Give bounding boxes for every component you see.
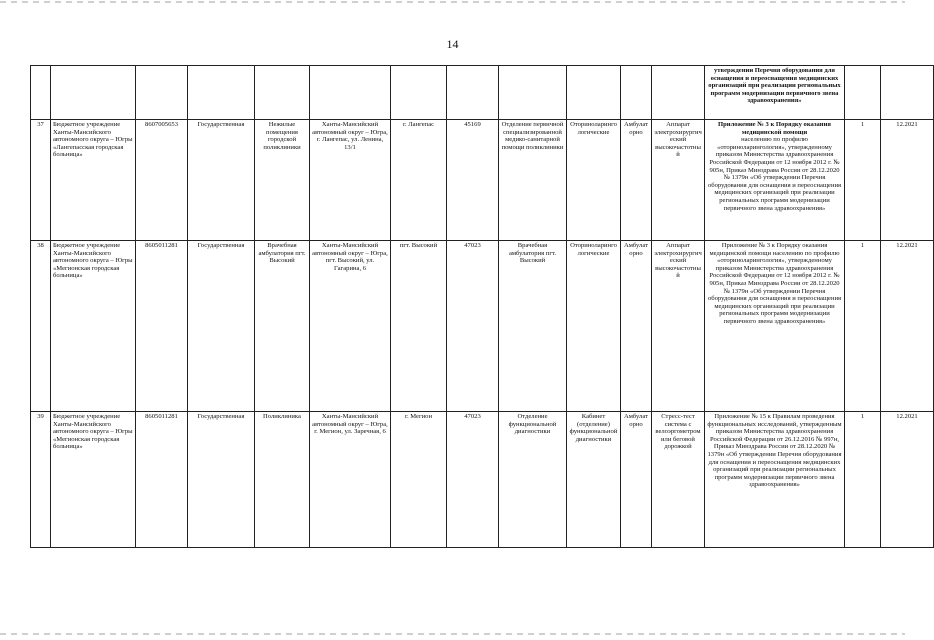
cell-empty xyxy=(881,66,934,120)
cell-room: Оториноларингологические xyxy=(567,120,621,241)
cell-facility: Нежилые помещения городской поликлиники xyxy=(255,120,310,241)
cell-ownership: Государственная xyxy=(188,412,255,548)
cell-organization: Бюджетное учреждение Ханты-Мансийского автономного округа – Югры «Мегионская городская больница» xyxy=(51,412,136,548)
scan-edge-bottom xyxy=(0,633,905,635)
cell-care-condition: Амбулаторно xyxy=(621,412,652,548)
cell-legal-basis: Приложение № 3 к Порядку оказания медицинской помощи населению по профилю «оториноларингология», утвержденному приказом Министерства здравоохранения Российской Федерации от 12 ноября 2012 г. № 905н, Приказ Минздрава России от 28.12.2020 № 1379н «Об утверждении Перечня оборудования для оснащения и переоснащения медицинских организаций при реализации региональных программ модернизации первичного звена здравоохранения» xyxy=(705,241,845,412)
cell-organization: Бюджетное учреждение Ханты-Мансийского автономного округа – Югры «Мегионская городская больница» xyxy=(51,241,136,412)
cell-quantity: 1 xyxy=(845,120,881,241)
cell-unit: Отделение первичной специализированной медико-санитарной помощи поликлиники xyxy=(499,120,567,241)
cell-empty xyxy=(188,66,255,120)
cell-oktmo-code: 45169 xyxy=(447,120,499,241)
cell-facility: Поликлиника xyxy=(255,412,310,548)
cell-empty xyxy=(652,66,705,120)
cell-empty xyxy=(447,66,499,120)
equipment-registry-table xyxy=(30,65,934,548)
cell-empty xyxy=(621,66,652,120)
table-row xyxy=(31,241,934,412)
cell-empty xyxy=(136,66,188,120)
cell-empty xyxy=(51,66,136,120)
cell-address: Ханты-Мансийский автономный округ – Югра, г. Лангепас, ул. Ленина, 13/1 xyxy=(310,120,391,241)
cell-quantity: 1 xyxy=(845,412,881,548)
cell-date: 12.2021 xyxy=(881,241,934,412)
cell-empty xyxy=(567,66,621,120)
cell-unit: Врачебная амбулатория пгт. Высокий xyxy=(499,241,567,412)
cell-ownership: Государственная xyxy=(188,241,255,412)
table-row xyxy=(31,120,934,241)
scan-edge-top xyxy=(0,1,905,3)
cell-empty xyxy=(845,66,881,120)
cell-unit: Отделение функциональной диагностики xyxy=(499,412,567,548)
cell-date: 12.2021 xyxy=(881,120,934,241)
cell-row-number: 37 xyxy=(31,120,51,241)
cell-empty xyxy=(255,66,310,120)
page-number: 14 xyxy=(446,37,459,51)
cell-locality: г. Лангепас xyxy=(391,120,447,241)
cell-device: Аппарат электрохирургический высокочастотный xyxy=(652,241,705,412)
cell-empty xyxy=(310,66,391,120)
cell-inn: 8605011281 xyxy=(136,241,188,412)
cell-legal-basis: Приложение № 15 к Правилам проведения функциональных исследований, утвержденным приказом Министерства здравоохранения Российской Федерации от 26.12.2016 № 997н, Приказ Минздрава России от 28.12.2020 № 1379н «Об утверждении Перечня оборудования для оснащения и переоснащения медицинских организаций при реализации региональных программ модернизации первичного звена здравоохранения» xyxy=(705,412,845,548)
cell-date: 12.2021 xyxy=(881,412,934,548)
cell-empty xyxy=(499,66,567,120)
table-row-continuation xyxy=(31,66,934,120)
cell-address: Ханты-Мансийский автономный округ – Югра, пгт. Высокий, ул. Гагарина, 6 xyxy=(310,241,391,412)
cell-empty xyxy=(391,66,447,120)
cell-organization: Бюджетное учреждение Ханты-Мансийского автономного округа – Югры «Лангепасская городская больница» xyxy=(51,120,136,241)
cell-facility: Врачебная амбулатория пгт. Высокий xyxy=(255,241,310,412)
cell-device: Стресс-тест система с велоэргометром или беговой дорожкой xyxy=(652,412,705,548)
cell-locality: пгт. Высокий xyxy=(391,241,447,412)
cell-room: Оториноларингологические xyxy=(567,241,621,412)
cell-room: Кабинет (отделение) функциональной диагностики xyxy=(567,412,621,548)
cell-ownership: Государственная xyxy=(188,120,255,241)
cell-quantity: 1 xyxy=(845,241,881,412)
cell-locality: г. Мегион xyxy=(391,412,447,548)
table-row xyxy=(31,412,934,548)
cell-legal-basis: Приложение № 3 к Порядку оказания медицинской помощи населению по профилю «оториноларингология», утвержденному приказом Министерства здравоохранения Российской Федерации от 12 ноября 2012 г. № 905н, Приказ Минздрава России от 28.12.2020 № 1379н «Об утверждении Перечня оборудования для оснащения и переоснащения медицинских организаций при реализации региональных программ модернизации первичного звена здравоохранения» xyxy=(705,120,845,241)
cell-row-number: 38 xyxy=(31,241,51,412)
cell-oktmo-code: 47023 xyxy=(447,241,499,412)
cell-inn: 8605011281 xyxy=(136,412,188,548)
cell-row-number: 39 xyxy=(31,412,51,548)
cell-address: Ханты-Мансийский автономный округ – Югра, г. Мегион, ул. Заречная, 6 xyxy=(310,412,391,548)
cell-care-condition: Амбулаторно xyxy=(621,241,652,412)
cell-inn: 8607005653 xyxy=(136,120,188,241)
cell-empty xyxy=(31,66,51,120)
cell-legal-basis: утверждении Перечня оборудования для оснащения и переоснащения медицинских организаций при реализации региональных программ модернизации первичного звена здравоохранения» xyxy=(705,66,845,120)
cell-oktmo-code: 47023 xyxy=(447,412,499,548)
cell-device: Аппарат электрохирургический высокочастотный xyxy=(652,120,705,241)
cell-care-condition: Амбулаторно xyxy=(621,120,652,241)
